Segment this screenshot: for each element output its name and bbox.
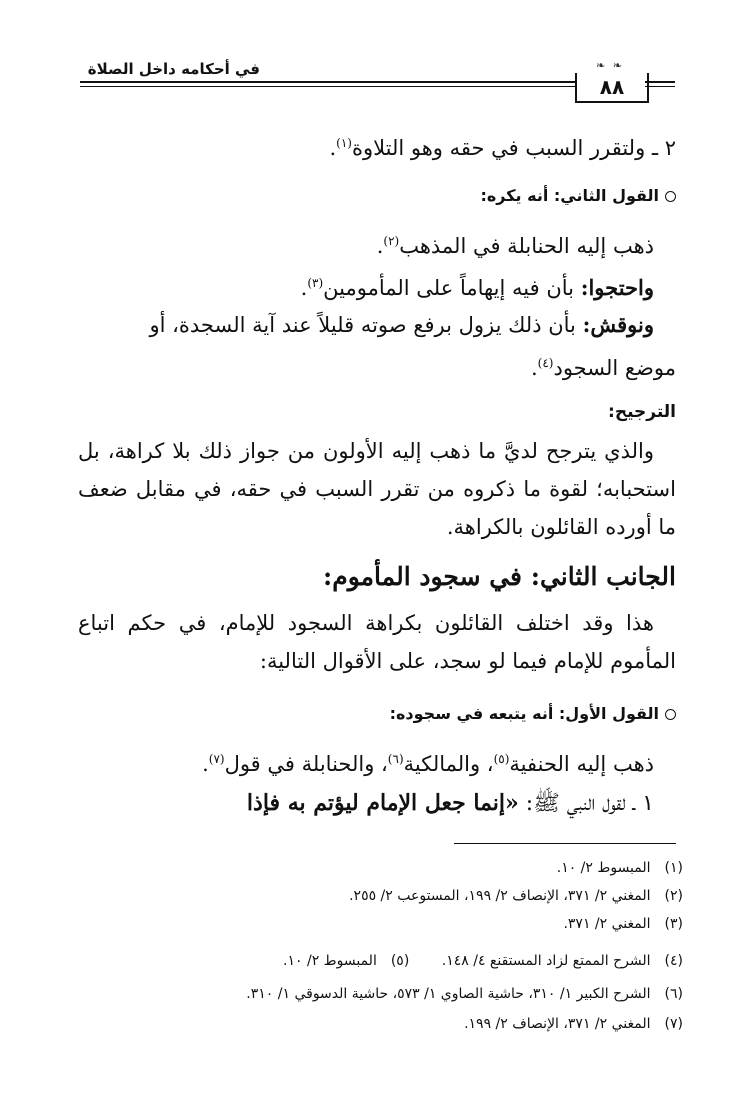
first-opinion-heading xyxy=(78,704,676,723)
reason-two-text: ٢ ـ ولتقرر السبب في حقه وهو التلاوة xyxy=(351,136,676,160)
header-rule-right-bottom xyxy=(645,86,675,87)
page-header xyxy=(80,55,675,105)
footnote-1: (١)المبسوط ٢/ ١٠. xyxy=(556,860,683,876)
reason-two xyxy=(78,124,676,167)
tarjih-paragraph: والذي يترجح لديَّ ما ذهب إليه الأولون من جواز ذلك بلا كراهة، بل استحبابه؛ لقوة ما ذكروه من تقرر السبب في حقه، في مقابل ضعف ما أورده القائلون بالكراهة. xyxy=(78,439,676,539)
page-number: ٨٨ xyxy=(575,73,649,103)
hadith-text: «إنما جعل الإمام ليؤتم به فإذا xyxy=(246,790,519,816)
footnote-6: (٦)الشرح الكبير ١/ ٣١٠، حاشية الصاوي ١/ ٥٧٣، حاشية الدسوقي ١/ ٣١٠. xyxy=(246,986,683,1002)
hanafi-text: ذهب إليه الحنفية xyxy=(509,752,654,776)
footnote-ref: (١) xyxy=(336,136,352,150)
hanbali-text: ، والحنابلة في قول xyxy=(224,752,388,776)
footnote-7: (٧)المغني ٢/ ٣٧١، الإنصاف ٢/ ١٩٩. xyxy=(464,1016,683,1032)
second-opinion-heading xyxy=(78,186,676,205)
ornament-icon: ❧ ❧ xyxy=(596,59,624,72)
section-two-intro: هذا وقد اختلف القائلون بكراهة السجود للإمام، في حكم اتباع المأموم للإمام فيما لو سجد، على الأقوال التالية: xyxy=(78,611,676,673)
second-opinion-rebuttal-line1 xyxy=(78,306,676,344)
circle-bullet-icon xyxy=(665,709,676,720)
footnote-ref: (٥) xyxy=(493,752,510,766)
rebuttal-text-2: موضع السجود xyxy=(553,356,676,380)
first-opinion-heading-text: القول الأول: أنه يتبعه في سجوده: xyxy=(389,704,659,723)
header-rule-top xyxy=(80,81,575,83)
footnote-4-5: (٤)الشرح الممتع لزاد المستقنع ٤/ ١٤٨. (٥)المبسوط ٢/ ١٠. xyxy=(283,953,683,969)
second-opinion-rebuttal-line2: موضع السجود$^{(٤)}$. xyxy=(530,356,676,380)
tarjih-heading: الترجيح: xyxy=(608,402,676,422)
maliki-text: ، والمالكية xyxy=(403,752,494,776)
footnote-ref: (٣) xyxy=(307,276,324,290)
section-two-heading: الجانب الثاني: في سجود المأموم: xyxy=(323,562,676,591)
header-rule-bottom xyxy=(80,86,575,87)
running-title: في أحكامه داخل الصلاة xyxy=(87,60,260,78)
second-opinion-heading-text: القول الثاني: أنه يكره: xyxy=(480,186,659,205)
circle-bullet-icon xyxy=(665,191,676,202)
madhhab-text: ذهب إليه الحنابلة في المذهب xyxy=(399,234,654,258)
footnote-3: (٣)المغني ٢/ ٣٧١. xyxy=(563,916,683,932)
second-opinion-madhhab: ذهب إليه الحنابلة في المذهب$^{(٢)}$. xyxy=(376,234,654,258)
footnote-divider xyxy=(454,843,676,844)
footnote-ref: (٦) xyxy=(387,752,404,766)
footnote-ref: (٧) xyxy=(208,752,225,766)
footnote-ref: (٤) xyxy=(537,356,554,370)
rebuttal-label: ونوقش: xyxy=(582,312,654,337)
reason-two-end: . xyxy=(329,136,337,160)
first-opinion-madhhab: ذهب إليه الحنفية$^{(٥)}$، والمالكية$^{(٦)}$، والحنابلة في قول$^{(٧)}$. xyxy=(202,752,654,776)
second-opinion-argument: واحتجوا: بأن فيه إيهاماً على المأمومين$^{(٣)}$. xyxy=(300,275,654,300)
hadith-line xyxy=(78,784,676,823)
rebuttal-text-1: بأن ذلك يزول برفع صوته قليلاً عند آية السجدة، أو xyxy=(149,313,576,337)
footnote-ref: (٢) xyxy=(383,234,400,248)
header-rule-right-top xyxy=(645,81,675,83)
argued-text: بأن فيه إيهاماً على المأمومين xyxy=(323,276,575,300)
hadith-prefix: ١ ـ لقول النبي ﷺ: xyxy=(525,791,654,816)
argued-label: واحتجوا: xyxy=(580,275,654,300)
footnote-2: (٢)المغني ٢/ ٣٧١، الإنصاف ٢/ ١٩٩، المستوعب ٢/ ٢٥٥. xyxy=(349,888,683,904)
